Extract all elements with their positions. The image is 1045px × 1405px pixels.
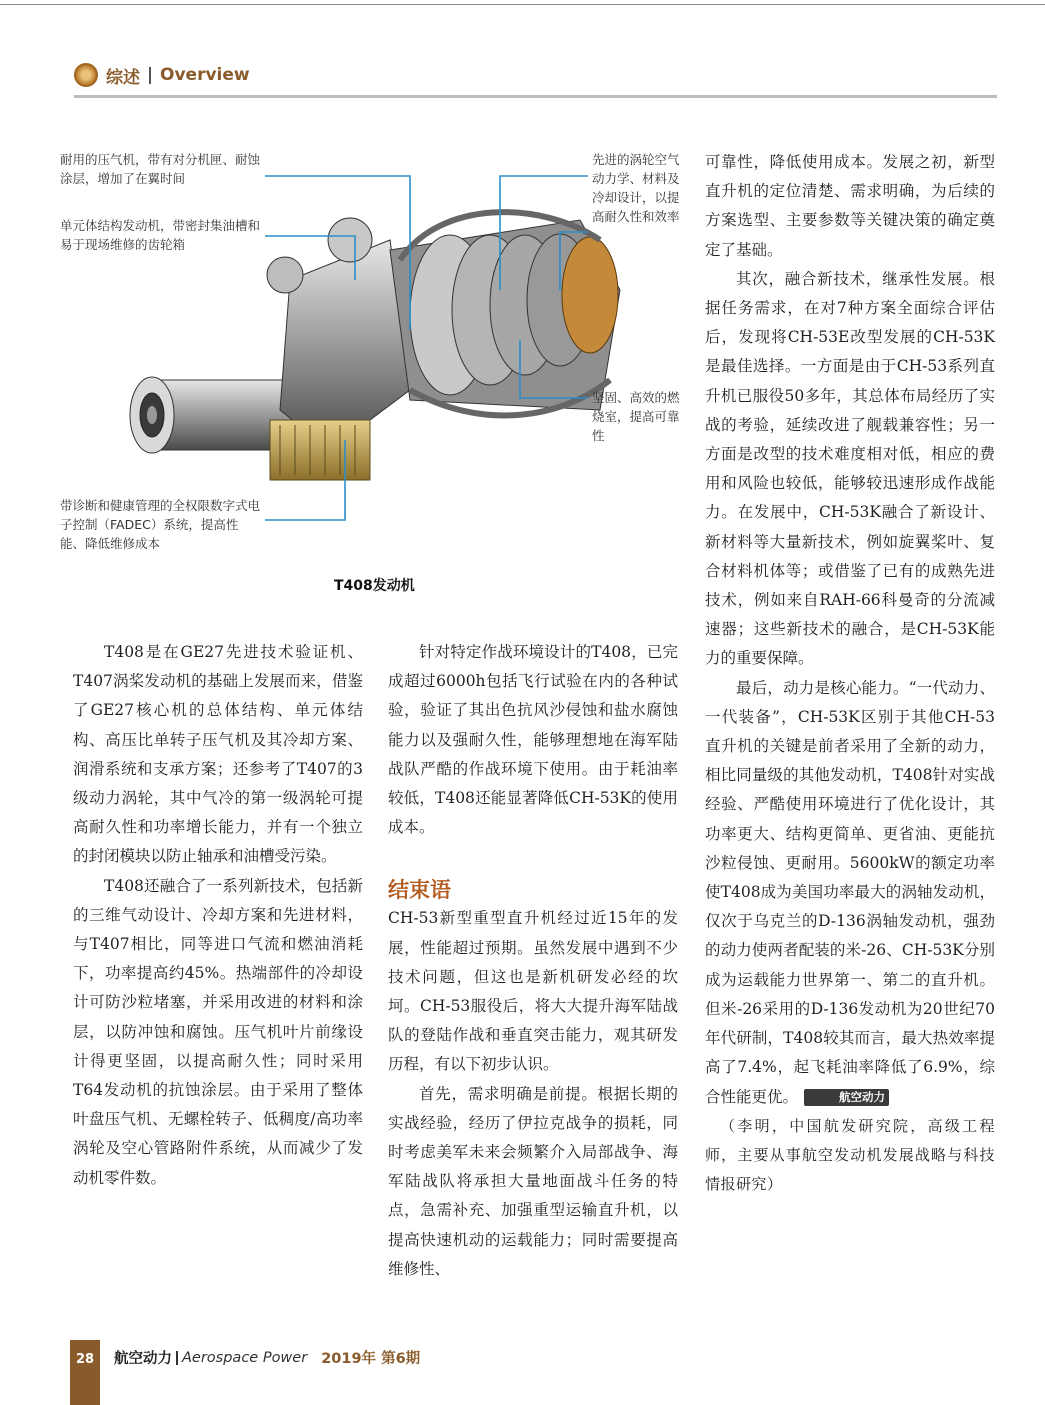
author-note: （李明，中国航发研究院，高级工程师，主要从事航空发动机发展战略与科技情报研究） — [705, 1116, 995, 1194]
paragraph: 针对特定作战环境设计的T408，已完成超过6000h包括飞行试验在内的各种试验，验证了其出色抗风沙侵蚀和盐水腐蚀能力以及强耐久性，能够理想地在海军陆战队严酷的作战环境下使用。由于耗油率较低，T408还能显著降低CH-53K的使用成本。 — [388, 643, 678, 837]
header-divider — [149, 67, 151, 84]
callout-turbine: 先进的涡轮空气动力学、材料及冷却设计，以提高耐久性和效率 — [592, 152, 680, 224]
callout-modular: 单元体结构发动机，带密封集油槽和易于现场维修的齿轮箱 — [60, 218, 261, 252]
paragraph: 可靠性，降低使用成本。发展之初，新型直升机的定位清楚、需求明确，为后续的方案选型、主要参数等关键决策的确定奠定了基础。 — [705, 153, 995, 259]
paragraph: CH-53新型重型直升机经过近15年的发展，性能超过预期。虽然发展中遇到不少技术问题，但这也是新机研发必经的坎坷。CH-53服役后，将大大提升海军陆战队的登陆作战和垂直突击能力，观其研发历程，有以下初步认识。 — [388, 909, 678, 1074]
journal-name-en: Aerospace Power — [182, 1349, 308, 1366]
engine-core — [390, 212, 620, 415]
column-2 — [388, 638, 678, 1284]
footer-tab — [70, 1340, 100, 1405]
journal-logo-icon — [74, 63, 98, 87]
end-mark-badge: 航空动力 — [804, 1089, 889, 1106]
header-rule — [74, 95, 997, 98]
footer-divider — [176, 1351, 178, 1365]
section-header — [74, 60, 250, 90]
section-heading: 结束语 — [388, 878, 451, 903]
callout-fadec: 带诊断和健康管理的全权限数字式电子控制（FADEC）系统，提高性能、降低维修成本 — [60, 498, 261, 551]
gearbox — [267, 218, 410, 480]
section-title: 综述 — [106, 67, 140, 88]
section-title-en: Overview — [160, 65, 250, 85]
paragraph: T408还融合了一系列新技术，包括新的三维气动设计、冷却方案和先进材料，与T407相比，同等进口气流和燃油消耗下，功率提高约45%。热端部件的冷却设计可防沙粒堵塞，并采用改进的材料和涂层，以防冲蚀和腐蚀。压气机叶片前缘设计得更坚固，以提高耐久性；同时采用T64发动机的抗蚀涂层。由于采用了整体叶盘压气机、无螺栓转子、低稠度/高功率涡轮及空心管路附件系统，从而减少了发动机零件数。 — [73, 876, 363, 1187]
page-number: 28 — [76, 1352, 95, 1367]
top-rule — [0, 4, 1045, 5]
issue-label: 2019年 第6期 — [321, 1351, 421, 1367]
engine-figure — [60, 140, 700, 610]
column-1 — [73, 638, 363, 1193]
journal-name: 航空动力 — [114, 1351, 172, 1367]
figure-caption: T408发动机 — [334, 578, 415, 594]
paragraph: T408是在GE27先进技术验证机、T407涡桨发动机的基础上发展而来，借鉴了GE27核心机的总体结构、单元体结构、高压比单转子压气机及其冷却方案、润滑系统和支承方案；还参考了T407的3级动力涡轮，其中气冷的第一级涡轮可提高耐久性和功率增长能力，并有一个独立的封闭模块以防止轴承和油槽受污染。 — [73, 643, 363, 866]
paragraph: 首先，需求明确是前提。根据长期的实战经验，经历了伊拉克战争的损耗，同时考虑美军未来会频繁介入局部战争、海军陆战队将承担大量地面战斗任务的特点，急需补充、加强重型运输直升机，以提高快速机动的运载能力；同时需要提高维修性、 — [388, 1084, 678, 1278]
column-3 — [705, 148, 995, 1199]
paragraph — [705, 674, 995, 1112]
footer-journal — [114, 1347, 420, 1368]
paragraph: 其次，融合新技术，继承性发展。根据任务需求，在对7种方案全面综合评估后，发现将CH-53E改型发展的CH-53K是最佳选择。一方面是由于CH-53系列直升机已服役50多年，其总体布局经历了实战的考验，延续改进了舰载兼容性；另一方面是改型的技术难度相对低，相应的费用和风险也较低，能够较迅速形成作战能力。在发展中，CH-53K融合了新设计、新材料等大量新技术，例如旋翼桨叶、复合材料机体等；或借鉴了已有的成熟先进技术，例如来自RAH-66科曼奇的分流减速器；这些新技术的融合，是CH-53K能力的重要保障。 — [705, 269, 995, 668]
paragraph-text: 最后，动力是核心能力。“一代动力、一代装备”，CH-53K区别于其他CH-53直升机的关键是前者采用了全新的动力，相比同量级的其他发动机，T408针对实战经验、严酷使用环境进行了优化设计，其功率更大、结构更简单、更省油、更能抗沙粒侵蚀、更耐用。5600kW的额定功率使T408成为美国功率最大的涡轴发动机，仅次于乌克兰的D-136涡轴发动机，强劲的动力使两者配装的米-26、CH-53K分别成为运载能力世界第一、第二的直升机。但米-26采用的D-136发动机为20世纪70年代研制，T408较其而言，最大热效率提高了7.4%，起飞耗油率降低了6.9%，综合性能更优。 — [705, 678, 995, 1106]
callout-combustor: 坚固、高效的燃烧室，提高可靠性 — [592, 390, 680, 443]
callout-compressor: 耐用的压气机，带有对分机匣、耐蚀涂层，增加了在翼时间 — [60, 152, 261, 186]
